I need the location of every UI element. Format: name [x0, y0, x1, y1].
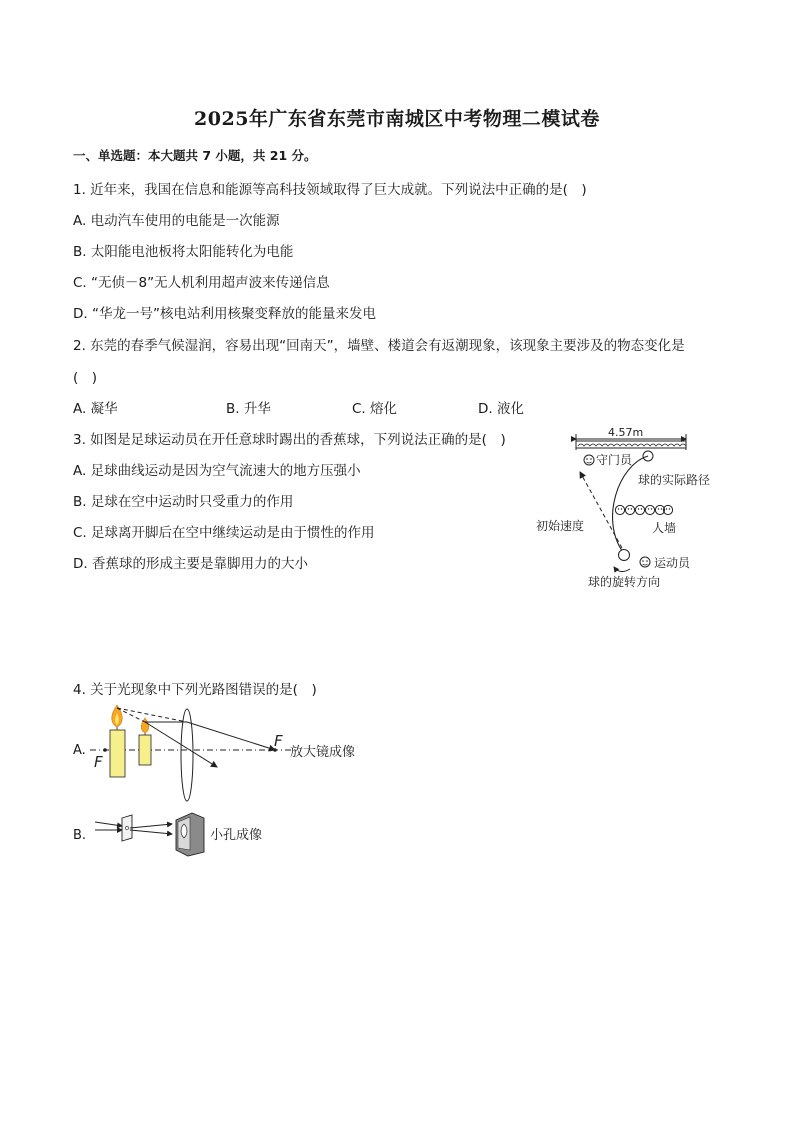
distance-label: 4.57m: [608, 426, 644, 439]
question-3-option-d: D. 香蕉球的形成主要是靠脚用力的大小: [73, 556, 308, 572]
magnifier-ray-diagram: [85, 700, 385, 805]
question-2-option-d: D. 液化: [478, 401, 524, 417]
question-3-option-a: A. 足球曲线运动是因为空气流速大的地方压强小: [73, 463, 361, 479]
question-2-option-c: C. 熔化: [352, 401, 398, 417]
question-2-stem: 2. 东莞的春季气候湿润，容易出现“回南天”，墙壁、楼道会有返潮现象，该现象主要涉及的物态变化是: [73, 338, 685, 354]
section-heading: 一、单选题：本大题共 7 小题，共 21 分。: [73, 148, 317, 163]
question-1-option-b: B. 太阳能电池板将太阳能转化为电能: [73, 244, 294, 260]
question-3-option-b: B. 足球在空中运动时只受重力的作用: [73, 494, 294, 510]
goalkeeper-label: 守门员: [596, 453, 633, 467]
ray-refracted: [187, 722, 275, 750]
actual-path-curve: [613, 456, 648, 552]
pinhole-label: 小孔成像: [210, 828, 263, 843]
ball-start-icon: [619, 550, 630, 561]
goal-net: [578, 444, 686, 446]
question-1-option-c: C. “无侦－8”无人机利用超声波来传递信息: [73, 275, 330, 291]
focus-right-label: F: [274, 732, 283, 750]
virtual-ray-1: [117, 708, 187, 722]
magnifier-label: 放大镜成像: [290, 745, 356, 760]
free-kick-diagram: [530, 420, 730, 595]
actual-path-label: 球的实际路径: [638, 473, 711, 487]
question-4-stem: 4. 关于光现象中下列光路图错误的是( ): [73, 682, 317, 698]
question-4-option-b-letter: B.: [73, 828, 87, 843]
spin-arrow-icon: [614, 567, 630, 572]
question-1-option-a: A. 电动汽车使用的电能是一次能源: [73, 213, 280, 229]
question-3-option-c: C. 足球离开脚后在空中继续运动是由于惯性的作用: [73, 525, 375, 541]
question-1-option-d: D. “华龙一号”核电站利用核聚变释放的能量来发电: [73, 306, 376, 322]
question-2-stem-continued: ( ): [73, 370, 98, 386]
question-2-option-a: A. 凝华: [73, 401, 118, 417]
goalkeeper-icon: [584, 455, 594, 465]
pinhole-ray-diagram: [90, 810, 290, 860]
initial-velocity-label: 初始速度: [536, 519, 585, 533]
question-1-stem: 1. 近年来，我国在信息和能源等高科技领域取得了巨大成就。下列说法中正确的是( ): [73, 182, 587, 198]
page-title: 2025年广东省东莞市南城区中考物理二模试卷: [194, 108, 600, 130]
image-candle: [110, 730, 125, 777]
wall-label: 人墙: [652, 521, 677, 535]
spin-direction-label: 球的旋转方向: [588, 575, 661, 589]
question-2-option-b: B. 升华: [226, 401, 271, 417]
object-candle: [139, 735, 151, 765]
question-3-stem: 3. 如图是足球运动员在开任意球时踢出的香蕉球，下列说法正确的是( ): [73, 432, 506, 448]
player-wall: [615, 505, 672, 514]
pinhole-icon: [125, 826, 128, 829]
question-4-option-a-letter: A.: [73, 743, 86, 758]
focus-left-label: F: [94, 753, 103, 771]
convex-lens: [181, 709, 193, 801]
player-label: 运动员: [654, 556, 691, 570]
player-icon: [640, 557, 650, 567]
